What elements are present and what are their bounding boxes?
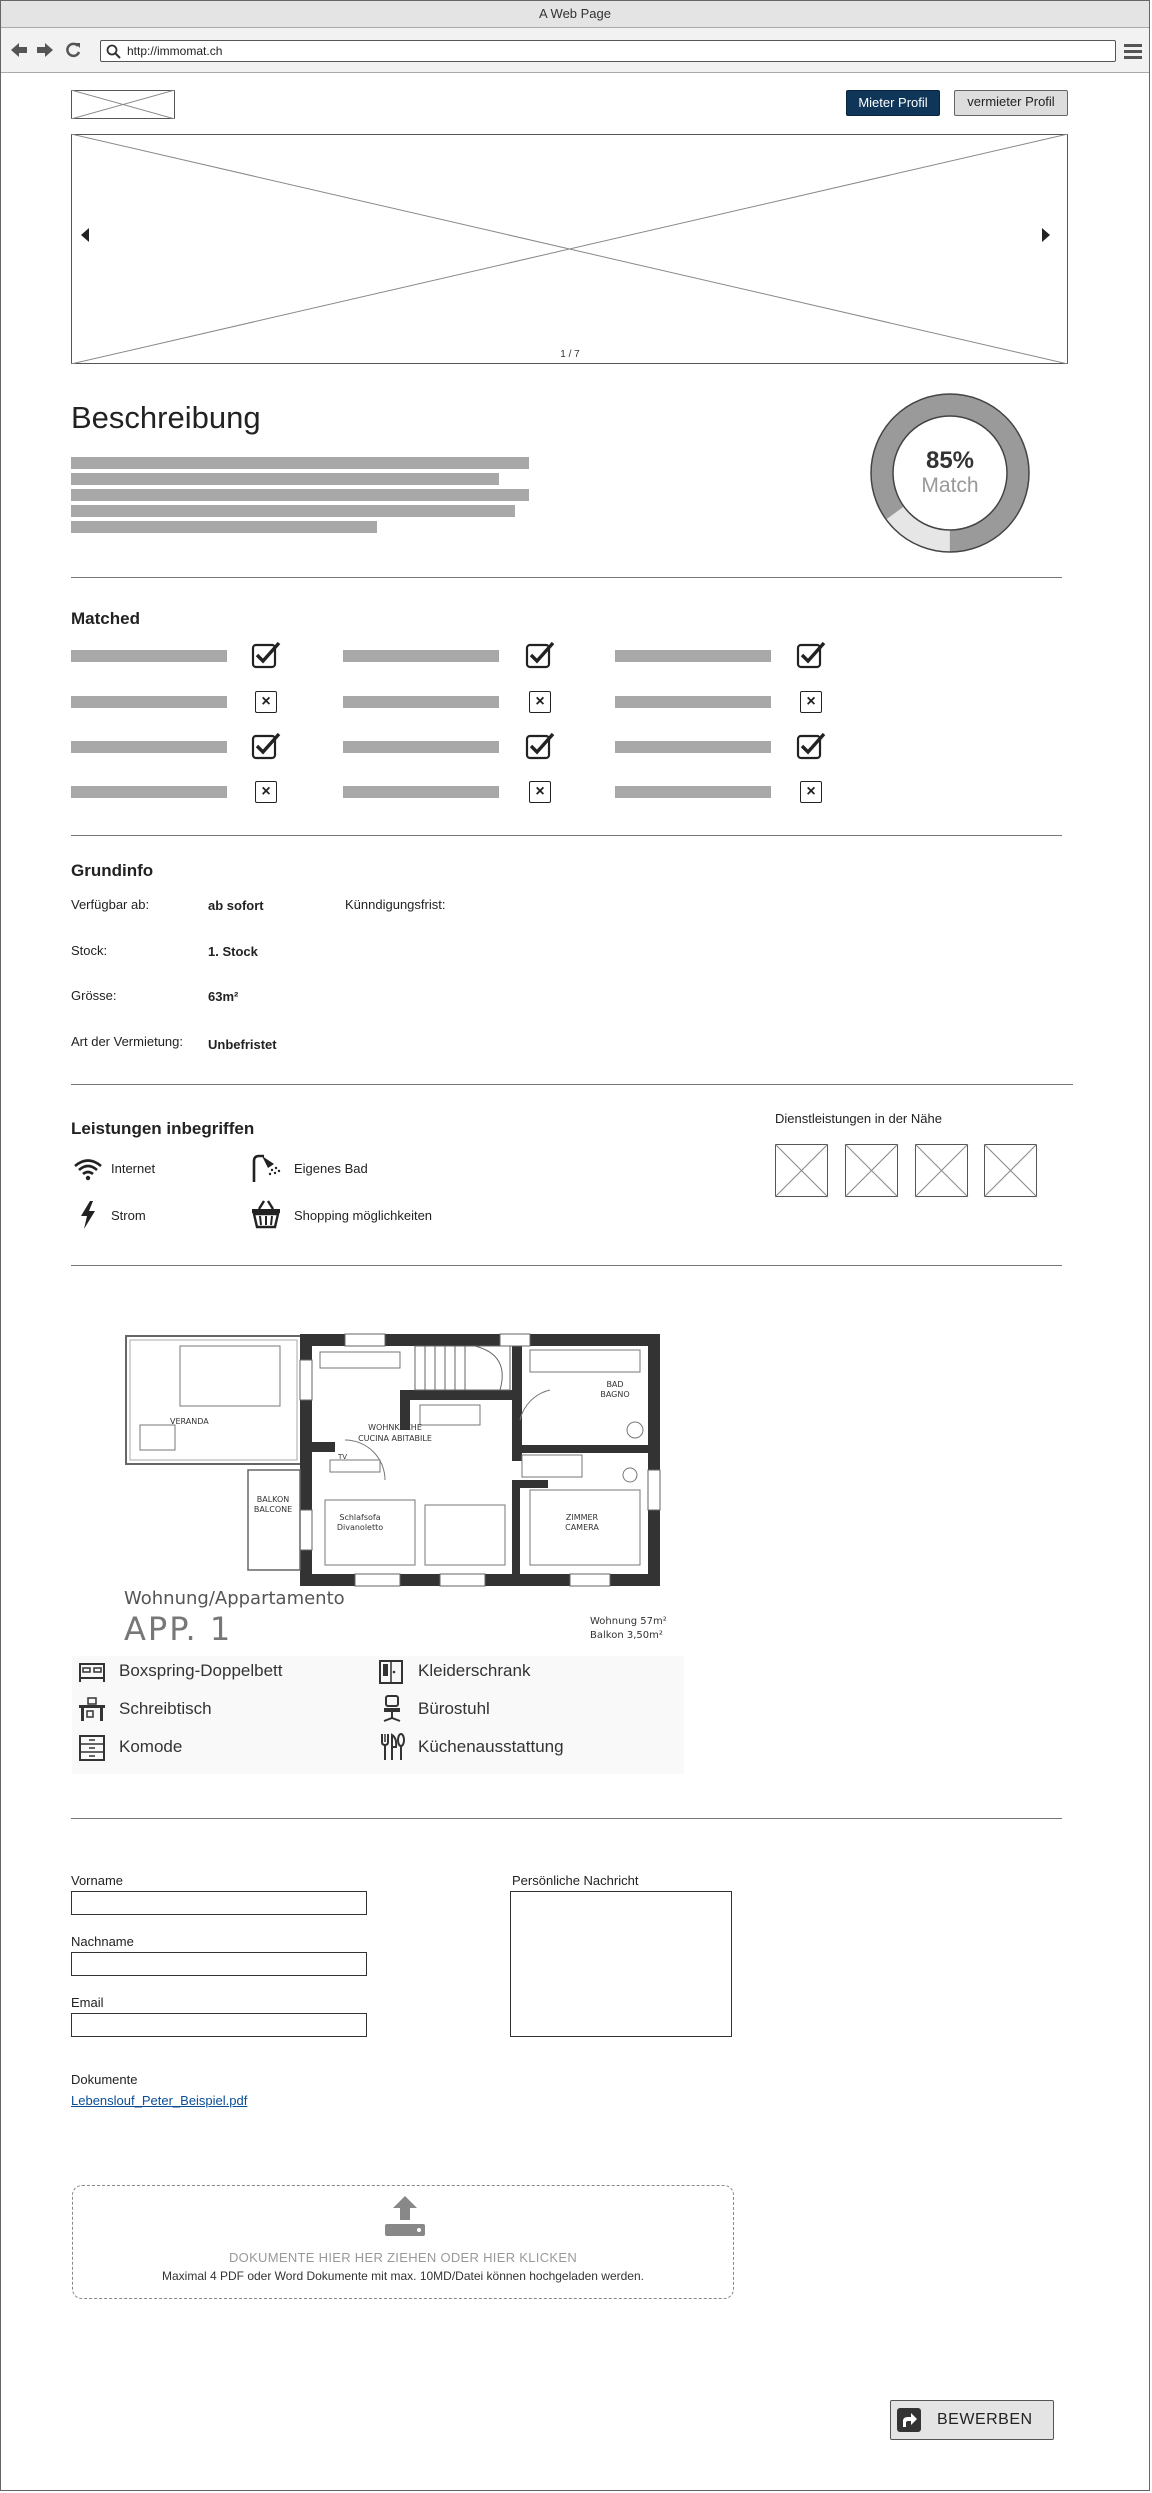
url-text: http://immomat.ch <box>127 44 223 58</box>
url-bar[interactable] <box>100 40 1116 62</box>
groesse-value: 63m² <box>208 989 239 1004</box>
reload-icon[interactable] <box>64 41 82 63</box>
vermieter-profil-button[interactable]: vermieter Profil <box>954 90 1068 116</box>
grundinfo-title: Grundinfo <box>71 861 154 880</box>
floorplan-wohnung-title: Wohnung/Appartamento <box>124 1588 345 1609</box>
upload-icon <box>383 2194 427 2238</box>
service-image-placeholder[interactable] <box>915 1144 968 1197</box>
service-image-placeholder[interactable] <box>984 1144 1037 1197</box>
fp-balcone: BALCONE <box>253 1505 293 1514</box>
dokumente-label: Dokumente <box>71 2072 138 2087</box>
shower-icon <box>250 1153 282 1183</box>
fp-bad: BAD <box>606 1380 624 1389</box>
divider <box>71 1818 1062 1819</box>
checked-checkbox-icon <box>251 640 281 670</box>
matched-criterion-bar <box>343 786 499 798</box>
nachricht-label: Persönliche Nachricht <box>512 1873 639 1888</box>
menu-icon[interactable] <box>1124 43 1142 64</box>
checked-checkbox-icon <box>525 640 555 670</box>
wifi-icon <box>73 1157 103 1181</box>
cross-checkbox-icon: × <box>800 781 822 803</box>
fp-camera: CAMERA <box>565 1523 599 1532</box>
service-image-placeholder[interactable] <box>775 1144 828 1197</box>
lightning-icon <box>78 1200 98 1230</box>
dresser-icon <box>78 1734 106 1762</box>
floorplan-area-wohnung: Wohnung 57m² <box>590 1616 667 1627</box>
fp-cucina: CUCINA ABITABILE <box>358 1434 432 1443</box>
eigenes-bad-label: Eigenes Bad <box>294 1161 368 1176</box>
art-der-vermietung-label: Art der Vermietung: <box>71 1034 183 1049</box>
email-input[interactable] <box>71 2013 367 2037</box>
description-text-line <box>71 473 499 485</box>
cross-checkbox-icon: × <box>255 691 277 713</box>
matched-criterion-bar <box>343 696 499 708</box>
furniture-bett: Boxspring-Doppelbett <box>119 1661 283 1680</box>
document-link[interactable]: Lebenslouf_Peter_Beispiel.pdf <box>71 2093 248 2108</box>
image-carousel <box>71 134 1068 364</box>
description-text-line <box>71 489 529 501</box>
cross-checkbox-icon: × <box>529 691 551 713</box>
bed-icon <box>78 1660 106 1684</box>
checked-checkbox-icon <box>251 731 281 761</box>
floorplan-app-label: APP. 1 <box>124 1610 233 1648</box>
email-label: Email <box>71 1995 104 2010</box>
divider <box>71 1084 1073 1085</box>
fp-veranda: VERANDA <box>170 1417 209 1426</box>
furniture-kuechenausstattung: Küchenausstattung <box>418 1737 564 1756</box>
art-der-vermietung-value: Unbefristet <box>208 1037 277 1052</box>
stock-label: Stock: <box>71 943 108 958</box>
description-text-line <box>71 521 377 533</box>
strom-label: Strom <box>111 1208 146 1223</box>
nearby-services-images <box>775 1144 1037 1200</box>
match-percent: 85% <box>925 447 975 474</box>
window-title: A Web Page <box>1 1 1149 28</box>
fp-bagno: BAGNO <box>600 1390 630 1399</box>
search-icon <box>106 44 121 59</box>
matched-criterion-bar <box>615 696 771 708</box>
matched-criterion-bar <box>71 786 227 798</box>
verfuegbar-value: ab sofort <box>208 898 264 913</box>
nearby-services-title: Dienstleistungen in der Nähe <box>775 1111 942 1126</box>
leistungen-title: Leistungen inbegriffen <box>71 1119 255 1138</box>
nachname-input[interactable] <box>71 1952 367 1976</box>
verfuegbar-label: Verfügbar ab: <box>71 897 150 912</box>
fp-balkon: BALKON <box>256 1495 290 1504</box>
matched-criterion-bar <box>71 650 227 662</box>
matched-criterion-bar <box>343 741 499 753</box>
cutlery-icon <box>378 1732 406 1762</box>
stock-value: 1. Stock <box>208 944 258 959</box>
nachname-label: Nachname <box>71 1934 134 1949</box>
back-arrow-icon[interactable] <box>10 41 28 63</box>
vorname-input[interactable] <box>71 1891 367 1915</box>
wardrobe-icon <box>378 1659 404 1685</box>
fp-schlafsofa: Schlafsofa <box>339 1513 381 1522</box>
share-arrow-icon <box>897 2408 921 2432</box>
divider <box>71 835 1062 836</box>
kuendigungsfrist-label: Künndigungsfrist: <box>345 897 446 912</box>
cross-checkbox-icon: × <box>255 781 277 803</box>
logo-placeholder[interactable] <box>71 90 175 119</box>
dropzone-hint: Maximal 4 PDF oder Word Dokumente mit max. 10MD/Datei können hochgeladen werden. <box>161 2269 644 2283</box>
vorname-label: Vorname <box>71 1873 124 1888</box>
nachricht-textarea[interactable] <box>510 1891 732 2037</box>
forward-arrow-icon[interactable] <box>36 41 54 63</box>
service-image-placeholder[interactable] <box>845 1144 898 1197</box>
matched-criterion-bar <box>343 650 499 662</box>
description-text-line <box>71 457 529 469</box>
furniture-schreibtisch: Schreibtisch <box>119 1699 212 1718</box>
furniture-buerostuhl: Bürostuhl <box>418 1699 490 1718</box>
cross-checkbox-icon: × <box>800 691 822 713</box>
groesse-label: Grösse: <box>71 988 117 1003</box>
dropzone-title: DOKUMENTE HIER HER ZIEHEN ODER HIER KLICKEN <box>228 2250 578 2265</box>
shopping-label: Shopping möglichkeiten <box>294 1208 433 1223</box>
description-text-line <box>71 505 515 517</box>
matched-title: Matched <box>71 609 140 628</box>
checked-checkbox-icon <box>525 731 555 761</box>
bewerben-label: BEWERBEN <box>937 2411 1033 2428</box>
matched-criterion-bar <box>71 741 227 753</box>
divider <box>71 1265 1062 1266</box>
match-label: Match <box>921 474 979 497</box>
description-title: Beschreibung <box>71 400 261 435</box>
shopping-basket-icon <box>250 1199 282 1229</box>
furniture-schrank: Kleiderschrank <box>418 1661 531 1680</box>
fp-wohnkueche: WOHNKÜCHE <box>368 1423 422 1432</box>
furniture-komode: Komode <box>119 1737 183 1756</box>
matched-criterion-bar <box>615 741 771 753</box>
mieter-profil-button[interactable]: Mieter Profil <box>846 90 940 116</box>
checked-checkbox-icon <box>796 640 826 670</box>
carousel-counter: 1 / 7 <box>560 349 580 360</box>
bewerben-button[interactable] <box>890 2400 1054 2440</box>
fp-tv: TV <box>338 1453 348 1461</box>
checked-checkbox-icon <box>796 731 826 761</box>
fp-zimmer: ZIMMER <box>565 1513 599 1522</box>
matched-criterion-bar <box>71 696 227 708</box>
matched-criterion-bar <box>615 650 771 662</box>
cross-checkbox-icon: × <box>529 781 551 803</box>
fp-divanoletto: Divanoletto <box>336 1523 384 1532</box>
floorplan-area-balkon: Balkon 3,50m² <box>590 1630 663 1641</box>
carousel-next-icon[interactable] <box>1040 227 1052 243</box>
carousel-prev-icon[interactable] <box>79 227 91 243</box>
matched-criterion-bar <box>615 786 771 798</box>
desk-icon <box>78 1697 106 1723</box>
office-chair-icon <box>380 1695 404 1723</box>
internet-label: Internet <box>111 1161 156 1176</box>
divider <box>71 577 1062 578</box>
